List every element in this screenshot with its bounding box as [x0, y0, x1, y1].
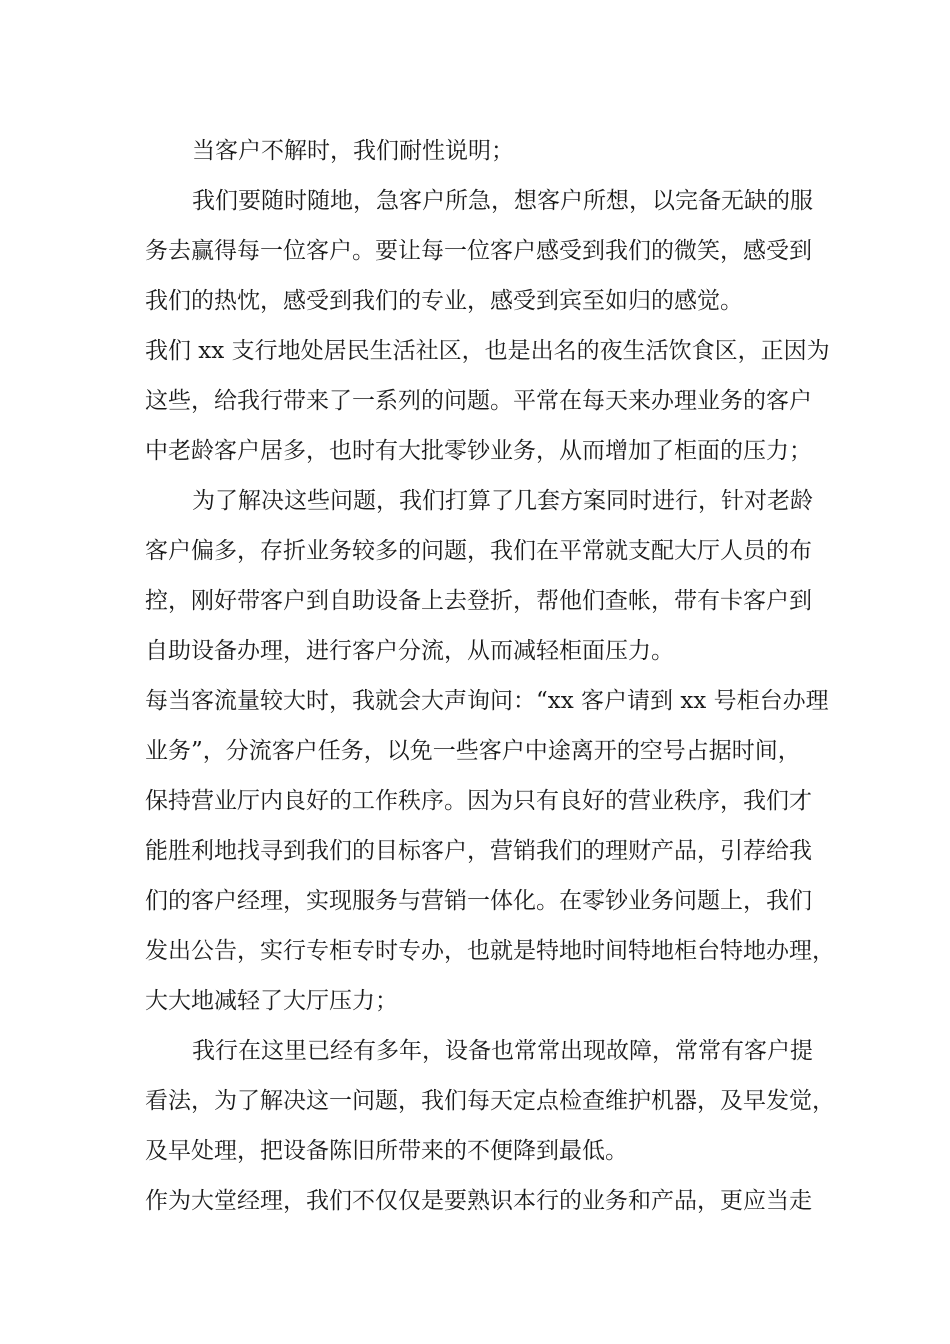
text-line: 控，刚好带客户到自助设备上去登折，帮他们查帐，带有卡客户到	[145, 588, 812, 614]
text-line: 大大地减轻了大厅压力；	[145, 988, 398, 1014]
text-line: 发出公告，实行专柜专时专办，也就是特地时间特地柜台特地办理，	[145, 938, 835, 964]
text-line: 中老龄客户居多，也时有大批零钞业务，从而增加了柜面的压力；	[145, 438, 812, 464]
text-line: 自助设备办理，进行客户分流，从而减轻柜面压力。	[145, 638, 674, 664]
text-line: 保持营业厅内良好的工作秩序。因为只有良好的营业秩序，我们才	[145, 788, 812, 814]
text-line: 我们要随时随地，急客户所急，想客户所想，以完备无缺的服	[192, 188, 813, 214]
text-line: 业务”，分流客户任务，以免一些客户中途离开的空号占据时间，	[145, 738, 801, 764]
text-line: 务去赢得每一位客户。要让每一位客户感受到我们的微笑，感受到	[145, 238, 812, 264]
text-line: 这些，给我行带来了一系列的问题。平常在每天来办理业务的客户	[145, 388, 812, 414]
text-line: 看法，为了解决这一问题，我们每天定点检查维护机器，及早发觉，	[145, 1088, 835, 1114]
text-line: 们的客户经理，实现服务与营销一体化。在零钞业务问题上，我们	[145, 888, 812, 914]
text-line: 能胜利地找寻到我们的目标客户，营销我们的理财产品，引荐给我	[145, 838, 812, 864]
text-line: 我们 xx 支行地处居民生活社区，也是出名的夜生活饮食区，正因为	[145, 338, 830, 364]
text-line: 客户偏多，存折业务较多的问题，我们在平常就支配大厅人员的布	[145, 538, 812, 564]
text-line: 当客户不解时，我们耐性说明；	[192, 138, 514, 164]
text-line: 我行在这里已经有多年，设备也常常出现故障，常常有客户提	[192, 1038, 813, 1064]
text-line: 我们的热忱，感受到我们的专业，感受到宾至如归的感觉。	[145, 288, 743, 314]
text-line: 为了解决这些问题，我们打算了几套方案同时进行，针对老龄	[192, 488, 813, 514]
text-line: 作为大堂经理，我们不仅仅是要熟识本行的业务和产品，更应当走	[145, 1188, 812, 1214]
text-line: 及早处理，把设备陈旧所带来的不便降到最低。	[145, 1138, 628, 1164]
text-line: 每当客流量较大时，我就会大声询问：“xx 客户请到 xx 号柜台办理	[145, 688, 829, 714]
